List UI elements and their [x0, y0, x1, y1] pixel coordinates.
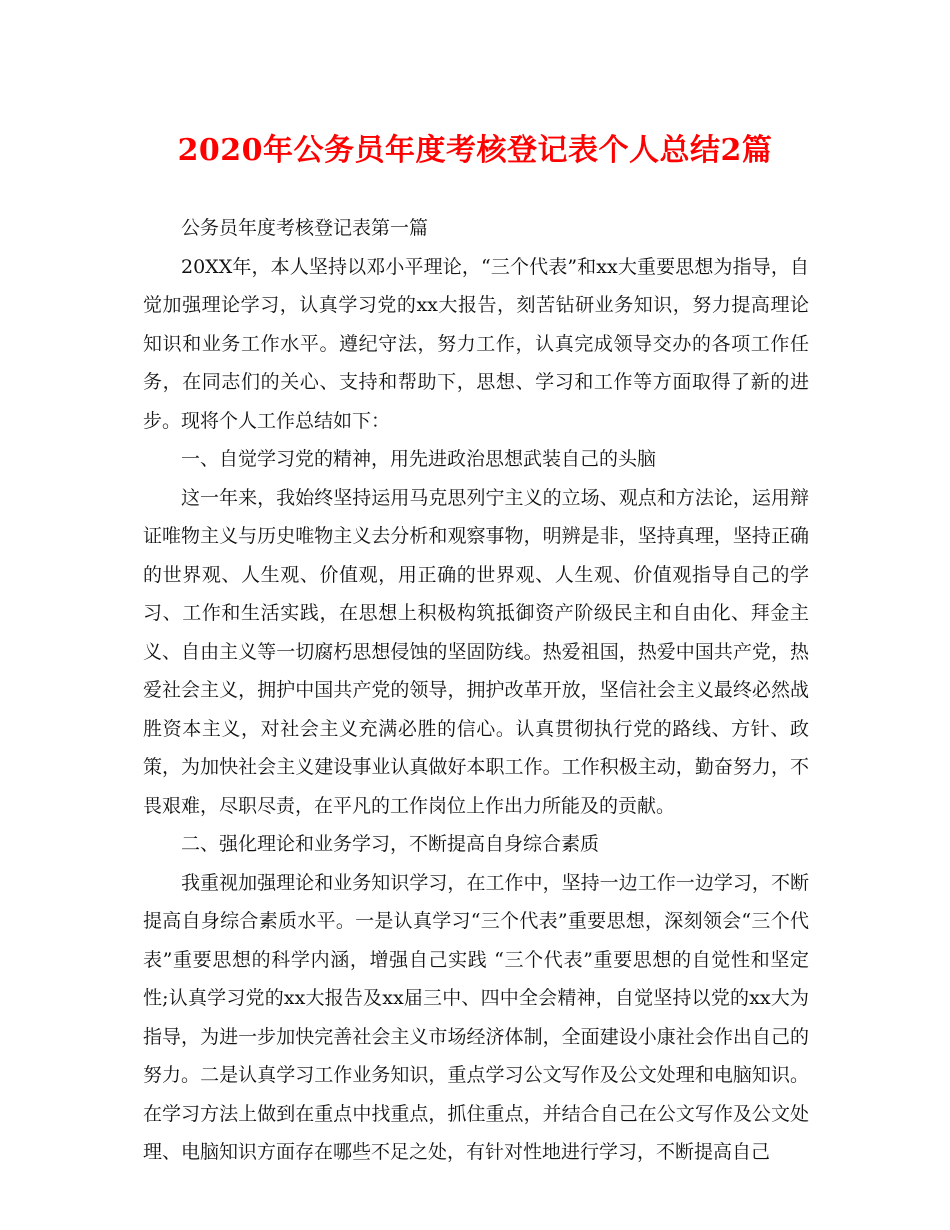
body-paragraph: 我重视加强理论和业务知识学习，在工作中，坚持一边工作一边学习，不断提高自身综合素质水平。一是认真学习“三个代表”重要思想，深刻领会“三个代表”重要思想的科学内涵，增强自己实践 “三个代表”重要思想的自觉性和坚定性;认真学习党的xx大报告及xx届三中、四中全会精神，自觉坚持以党的xx大为指导，为进一步加快完善社会主义市场经济体制，全面建设小康社会作出自己的努力。二是认真学习工作业务知识，重点学习公文写作及公文处理和电脑知识。在学习方法上做到在重点中找重点，抓住重点，并结合自己在公文写作及公文处理、电脑知识方面存在哪些不足之处，有针对性地进行学习，不断提高自己: [143, 871, 809, 1163]
section-heading: 一、自觉学习党的精神，用先进政治思想武装自己的头脑: [181, 448, 657, 470]
section-heading: 公务员年度考核登记表第一篇: [181, 217, 429, 239]
body-paragraph: 这一年来，我始终坚持运用马克思列宁主义的立场、观点和方法论，运用辩证唯物主义与历史唯物主义去分析和观察事物，明辨是非，坚持真理，坚持正确的世界观、人生观、价值观，用正确的世界观、人生观、价值观指导自己的学习、工作和生活实践，在思想上积极构筑抵御资产阶级民主和自由化、拜金主义、自由主义等一切腐朽思想侵蚀的坚固防线。热爱祖国，热爱中国共产党，热爱社会主义，拥护中国共产党的领导，拥护改革开放，坚信社会主义最终必然战胜资本主义，对社会主义充满必胜的信心。认真贯彻执行党的路线、方针、政策，为加快社会主义建设事业认真做好本职工作。工作积极主动，勤奋努力，不畏艰难，尽职尽责，在平凡的工作岗位上作出力所能及的贡献。: [143, 486, 809, 817]
body-paragraph: 20XX年，本人坚持以邓小平理论，“三个代表”和xx大重要思想为指导，自觉加强理论学习，认真学习党的xx大报告，刻苦钻研业务知识，努力提高理论知识和业务工作水平。遵纪守法，努力工作，认真完成领导交办的各项工作任务，在同志们的关心、支持和帮助下，思想、学习和工作等方面取得了新的进步。现将个人工作总结如下：: [143, 255, 809, 432]
section-heading: 二、强化理论和业务学习，不断提高自身综合素质: [181, 833, 600, 855]
document-body: [143, 209, 809, 1172]
document-title: 2020年公务员年度考核登记表个人总结2篇: [177, 133, 773, 168]
